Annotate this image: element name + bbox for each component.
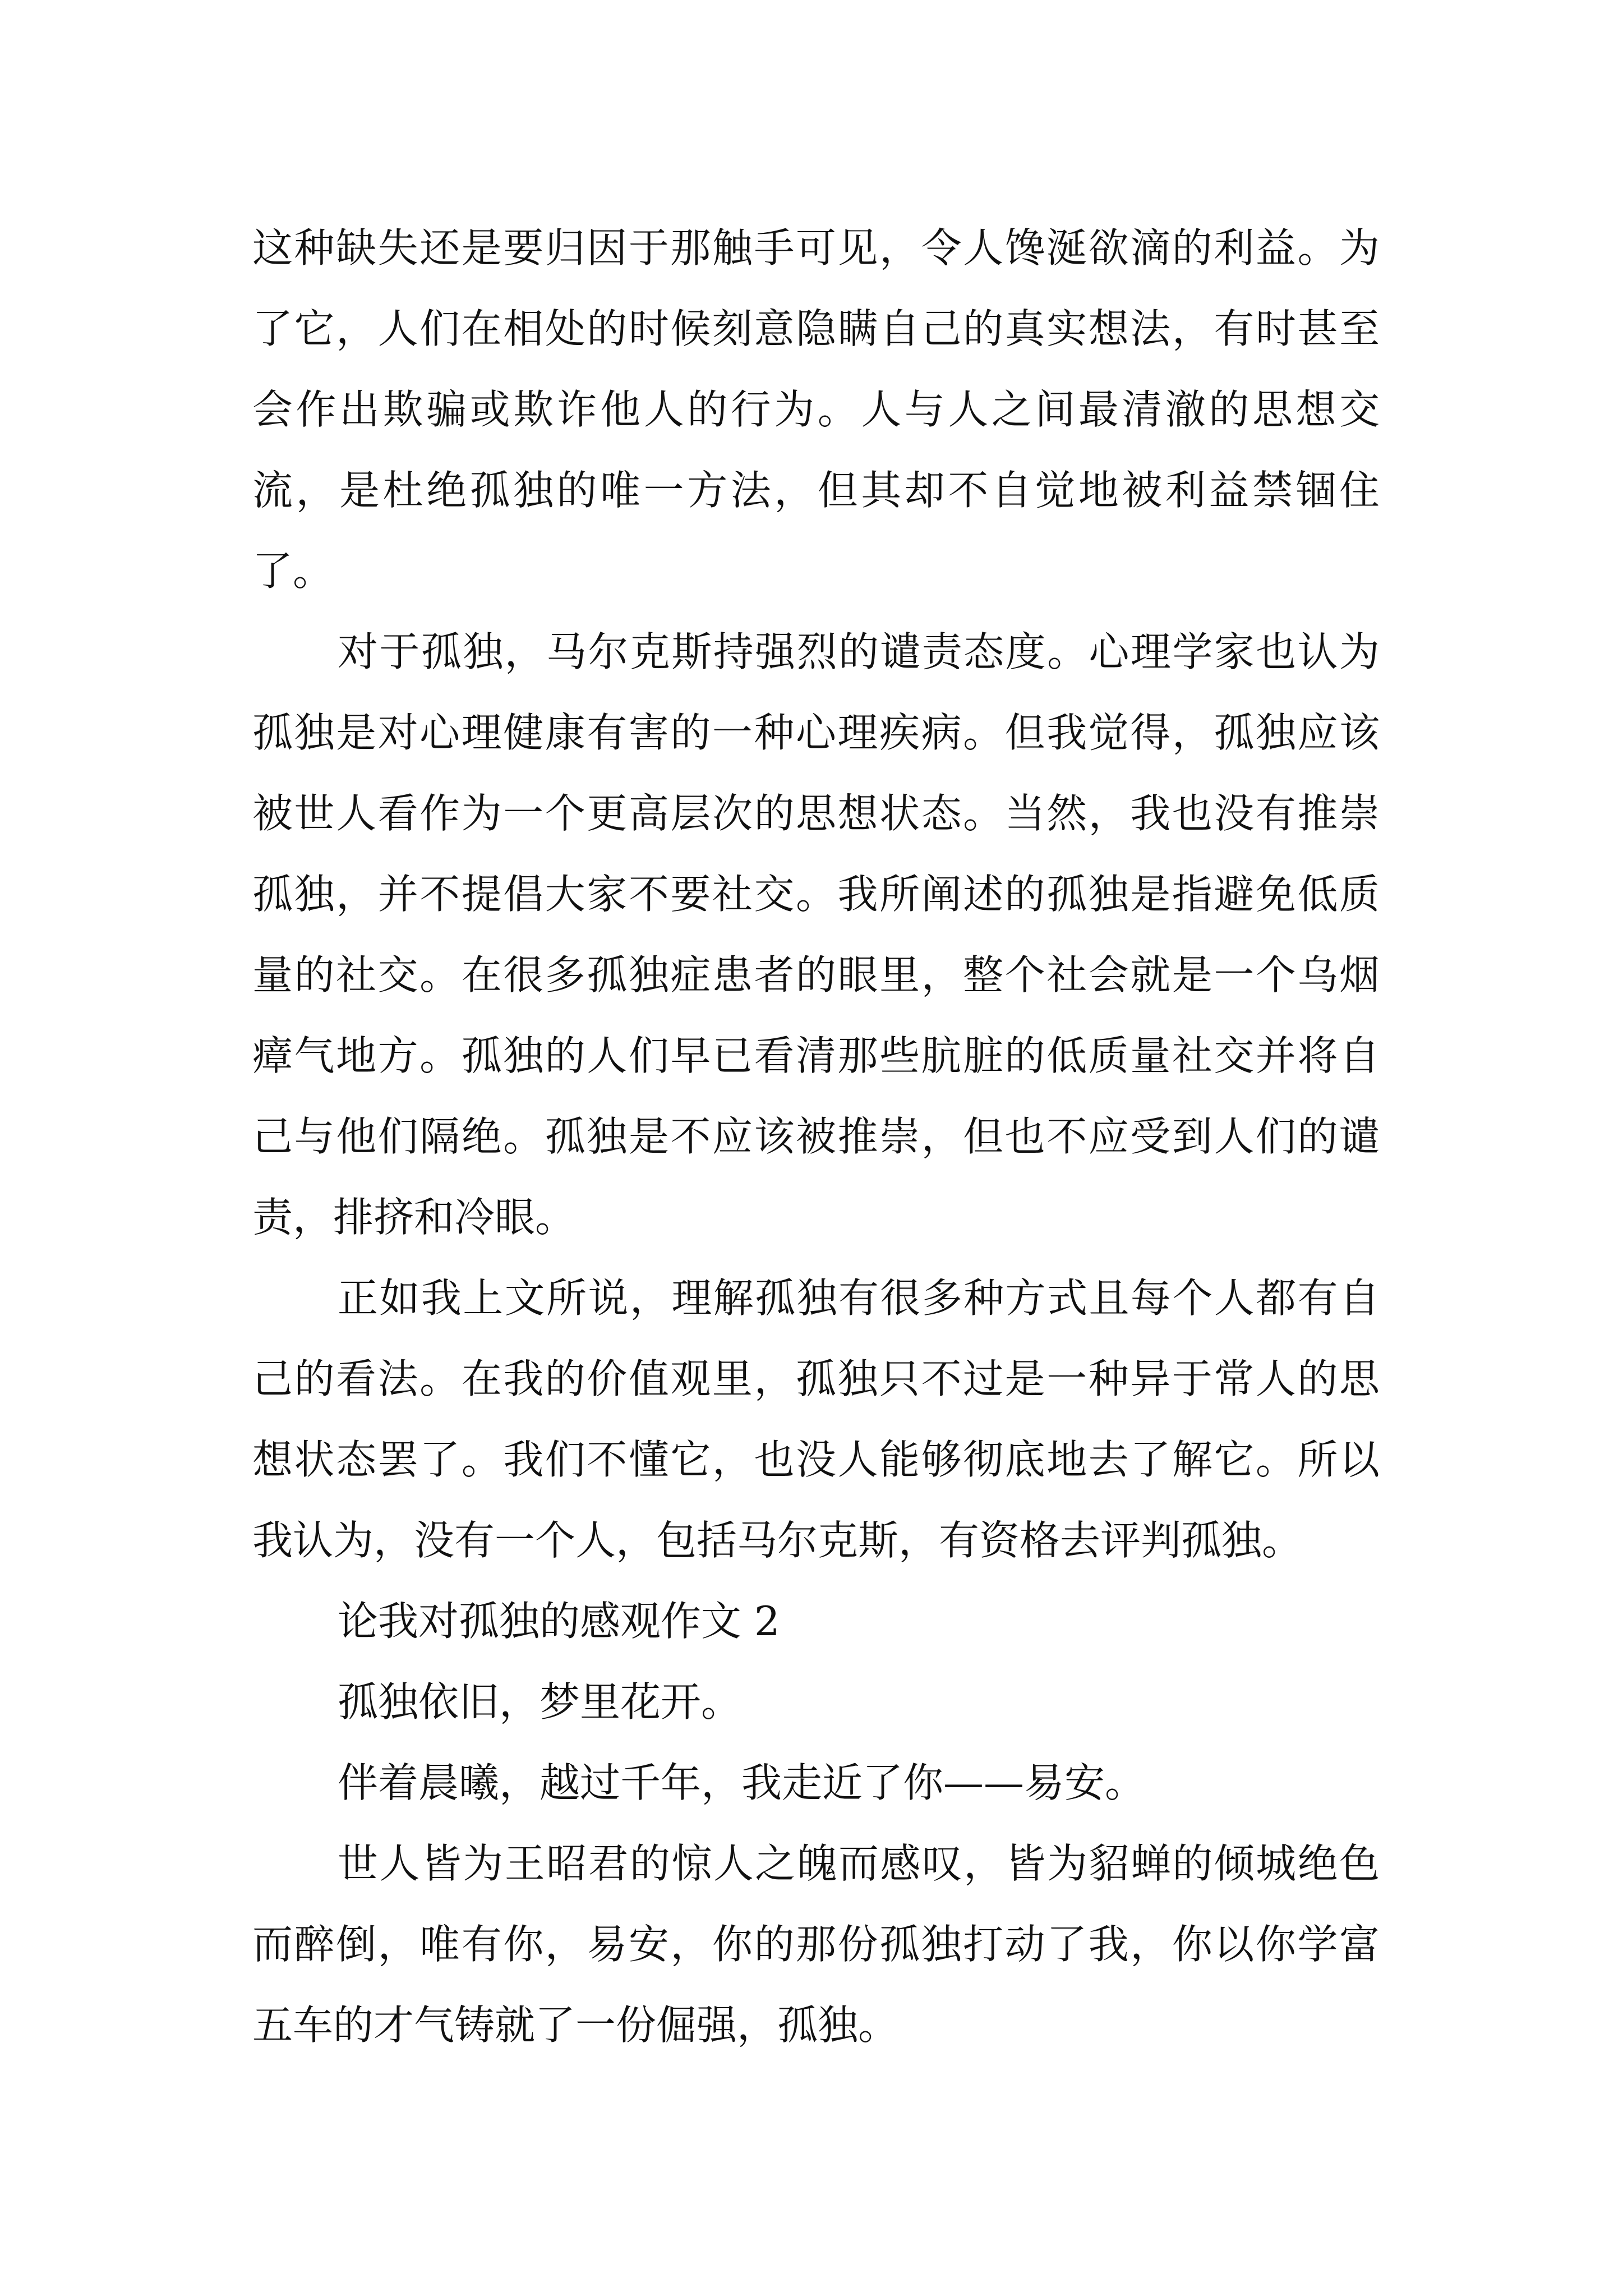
paragraph: 伴着晨曦，越过千年，我走近了你——易安。 (338, 1759, 1146, 1806)
paragraph: 对于孤独，马尔克斯持强烈的谴责态度。心理学家也认为孤独是对心理健康有害的一种心理疾病。但我觉得，孤独应该被世人看作为一个更高层次的思想状态。当然，我也没有推崇孤独，并不提倡大家不要社交。我所阐述的孤独是指避免低质量的社交。在很多孤独症患者的眼里，整个社会就是一个乌烟瘴气地方。孤独的人们早已看清那些肮脏的低质量社交并将自己与他们隔绝。孤独是不应该被推崇，但也不应受到人们的谴责，排挤和冷眼。 (252, 628, 1380, 1241)
paragraph-continued: 这种缺失还是要归因于那触手可见，令人馋涎欲滴的利益。为了它，人们在相处的时候刻意隐瞒自己的真实想法，有时甚至会作出欺骗或欺诈他人的行为。人与人之间最清澈的思想交流，是杜绝孤独的唯一方法，但其却不自觉地被利益禁锢住了。 (252, 224, 1380, 595)
paragraph: 正如我上文所说，理解孤独有很多种方式且每个人都有自己的看法。在我的价值观里，孤独只不过是一种异于常人的思想状态罢了。我们不懂它，也没人能够彻底地去了解它。所以我认为，没有一个人，包括马尔克斯，有资格去评判孤独。 (252, 1274, 1380, 1564)
paragraph: 孤独依旧，梦里花开。 (338, 1678, 742, 1726)
section-title: 论我对孤独的感观作文 2 (338, 1598, 780, 1645)
paragraph: 世人皆为王昭君的惊人之魄而感叹，皆为貂蝉的倾城绝色而醉倒，唯有你，易安，你的那份孤独打动了我，你以你学富五车的才气铸就了一份倔强，孤独。 (252, 1840, 1380, 2049)
document-body (252, 208, 1380, 2065)
